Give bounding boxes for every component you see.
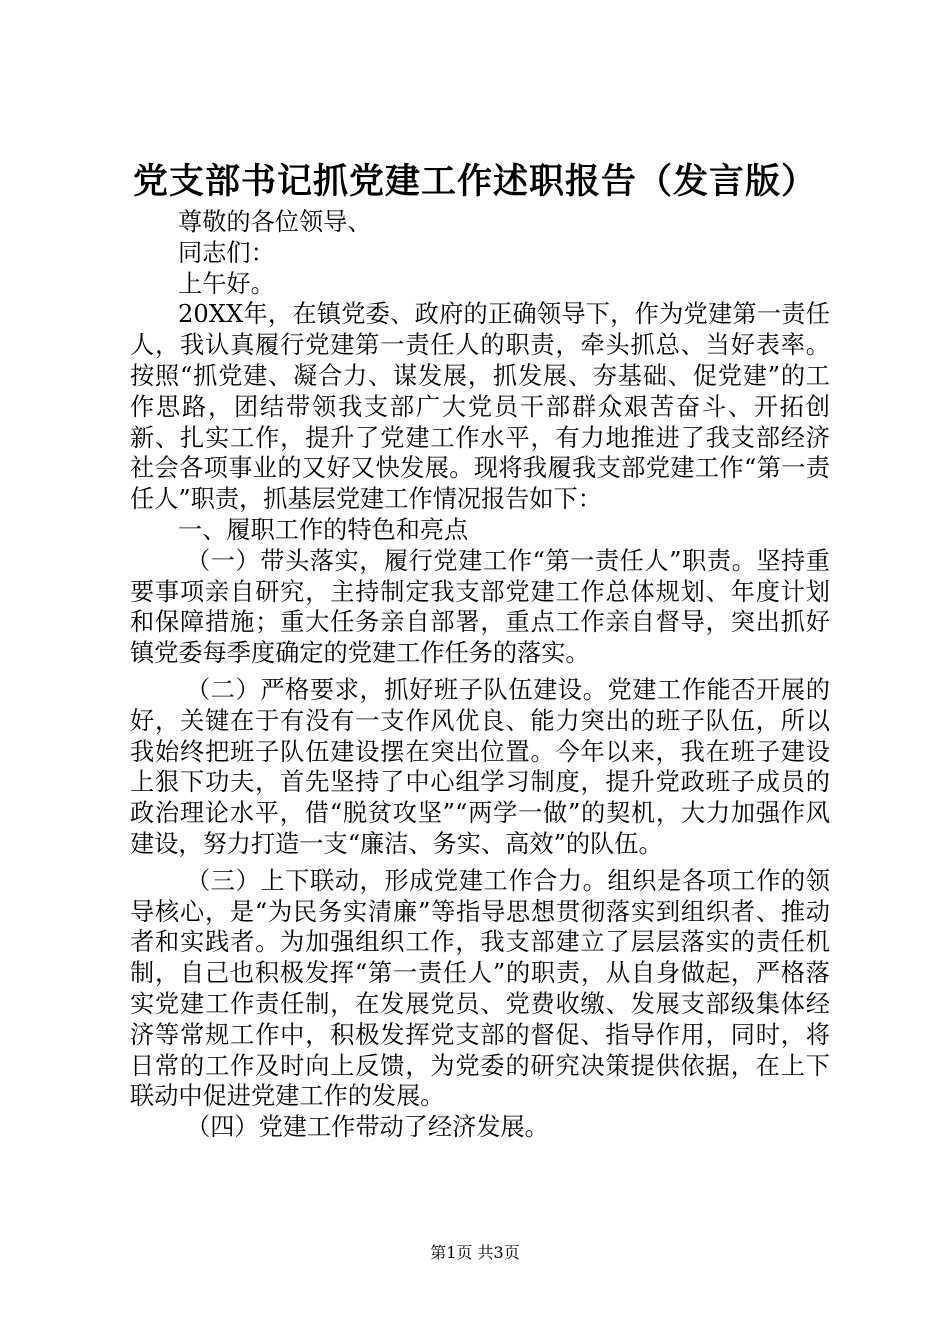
salutation-line-1: 尊敬的各位领导、	[178, 208, 372, 236]
document-title: 党支部书记抓党建工作述职报告（发言版）	[132, 161, 817, 202]
salutation-line-2: 同志们：	[178, 238, 275, 267]
subsection-3-paragraph: （三）上下联动，形成党建工作合力。组织是各项工作的领导核心，是“为民务实清廉”等指导思想贯彻落实到组织者、推动者和实践者。为加强组织工作，我支部建立了层层落实的责任机制，自己也积极发挥“第一责任人”的职责，从自身做起，严格落实党建工作责任制，在发展党员、党费收缴、发展支部级集体经济等常规工作中，积极发挥党支部的督促、指导作用，同时，将日常的工作及时向上反馈，为党委的研究决策提供依据，在上下联动中促进党建工作的发展。	[130, 866, 830, 1111]
subsection-1-paragraph: （一）带头落实，履行党建工作“第一责任人”职责。坚持重要事项亲自研究，主持制定我支部党建工作总体规划、年度计划和保障措施；重大任务亲自部署，重点工作亲自督导，突出抓好镇党委每季度确定的党建工作任务的落实。	[130, 546, 830, 668]
intro-paragraph: 20XX年，在镇党委、政府的正确领导下，作为党建第一责任人，我认真履行党建第一责任人的职责，牵头抓总、当好表率。按照“抓党建、凝合力、谋发展，抓发展、夯基础、促党建”的工作思路，团结带领我支部广大党员干部群众艰苦奋斗、开拓创新、扎实工作，提升了党建工作水平，有力地推进了我支部经济社会各项事业的又好又快发展。现将我履我支部党建工作“第一责任人”职责，抓基层党建工作情况报告如下：	[130, 300, 830, 514]
greeting: 上午好。	[178, 269, 275, 298]
document-body	[130, 207, 830, 1143]
page-number-footer: 第1页 共3页	[430, 1243, 520, 1262]
section-heading: 一、履职工作的特色和亮点	[178, 515, 469, 544]
subsection-4-paragraph: （四）党建工作带动了经济发展。	[186, 1113, 549, 1142]
subsection-2-paragraph: （二）严格要求，抓好班子队伍建设。党建工作能否开展的好，关键在于有没有一支作风优良、能力突出的班子队伍，所以我始终把班子队伍建设摆在突出位置。今年以来，我在班子建设上狠下功夫，首先坚持了中心组学习制度，提升党政班子成员的政治理论水平，借“脱贫攻坚”“两学一做”的契机，大力加强作风建设，努力打造一支“廉洁、务实、高效”的队伍。	[130, 675, 830, 858]
